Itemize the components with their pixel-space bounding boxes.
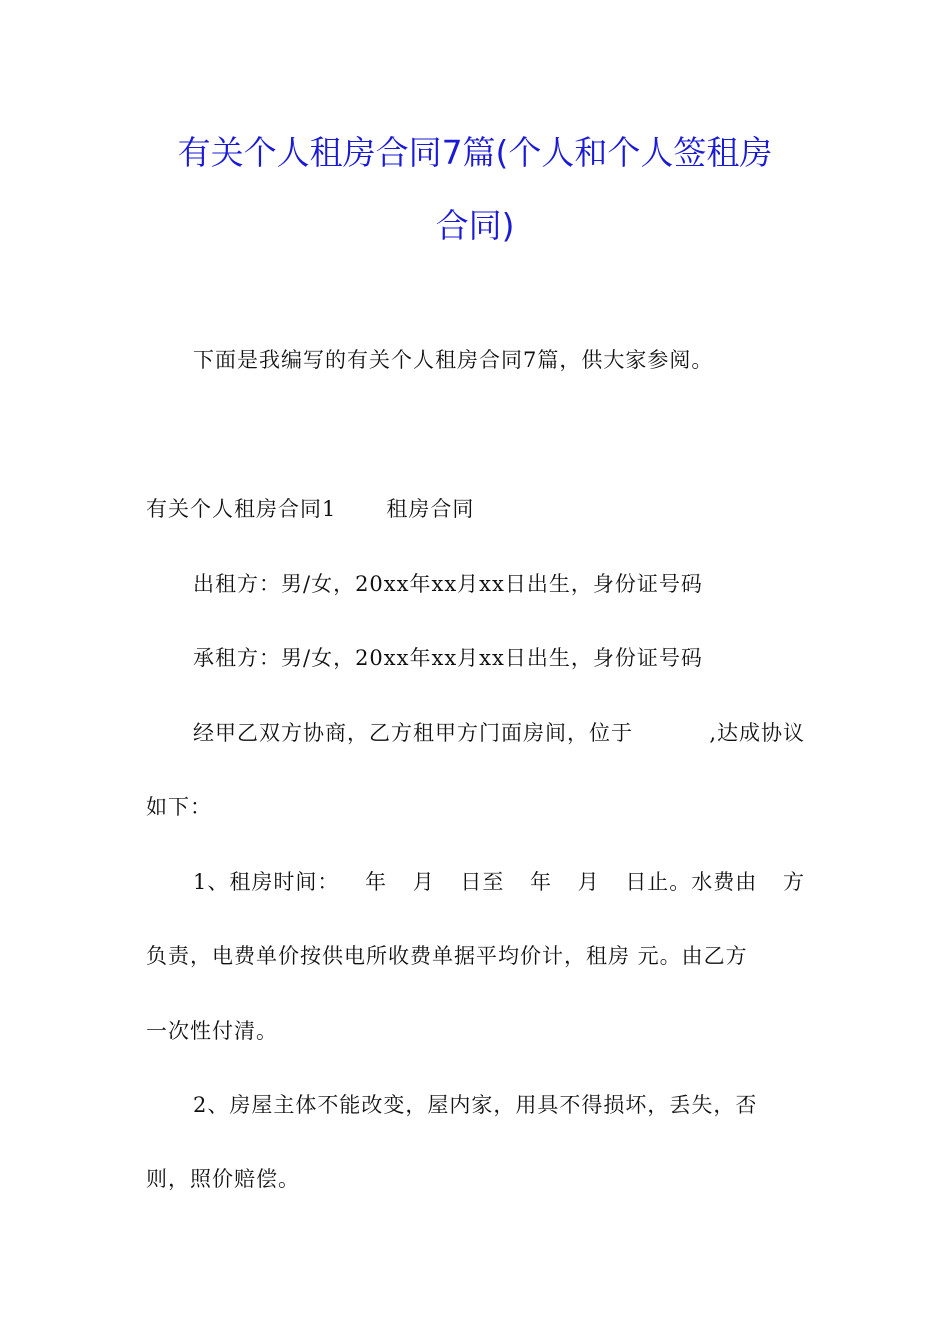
paragraph-1-text-a: 经甲乙双方协商，乙方租甲方门面房间，位于: [193, 721, 633, 745]
paragraph-1-line-2: 如下：: [146, 795, 212, 819]
section-subheading: 租房合同: [386, 497, 475, 521]
item-1-text-f: 月: [577, 870, 600, 894]
lessee-line: 承租方：男/女，20xx年xx月xx日出生，身份证号码: [193, 646, 703, 670]
lessor-line: 出租方：男/女，20xx年xx月xx日出生，身份证号码: [193, 572, 703, 596]
item-1-line-1: [193, 867, 805, 897]
item-2-line-1: 2、房屋主体不能改变，屋内家，用具不得损坏，丢失，否: [193, 1093, 758, 1117]
paragraph-1-text-b: ,达成协议: [709, 721, 805, 745]
item-1-text-d: 日至: [460, 870, 505, 894]
item-1-text-c: 月: [412, 870, 435, 894]
item-1-text-e: 年: [530, 870, 552, 894]
item-2-line-2: 则，照价赔偿。: [146, 1167, 300, 1191]
paragraph-1-line-1: [193, 718, 805, 748]
document-title-line-1: 有关个人租房合同7篇(个人和个人签租房: [177, 133, 773, 172]
intro-paragraph: 下面是我编写的有关个人租房合同7篇，供大家参阅。: [193, 348, 714, 372]
item-1-text-b: 年: [365, 870, 388, 894]
section-heading: 有关个人租房合同1: [146, 497, 337, 521]
item-1-line-3: 一次性付清。: [146, 1019, 278, 1043]
document-title-line-2: 合同): [435, 206, 515, 245]
item-1-text-a: 1、租房时间：: [193, 870, 340, 894]
item-1-line-2: 负责，电费单价按供电所收费单据平均价计，租房 元。由乙方: [146, 944, 748, 968]
item-1-text-g: 日止。水费由: [625, 870, 758, 894]
section-heading-row: [146, 494, 474, 524]
item-1-text-h: 方: [782, 870, 805, 894]
